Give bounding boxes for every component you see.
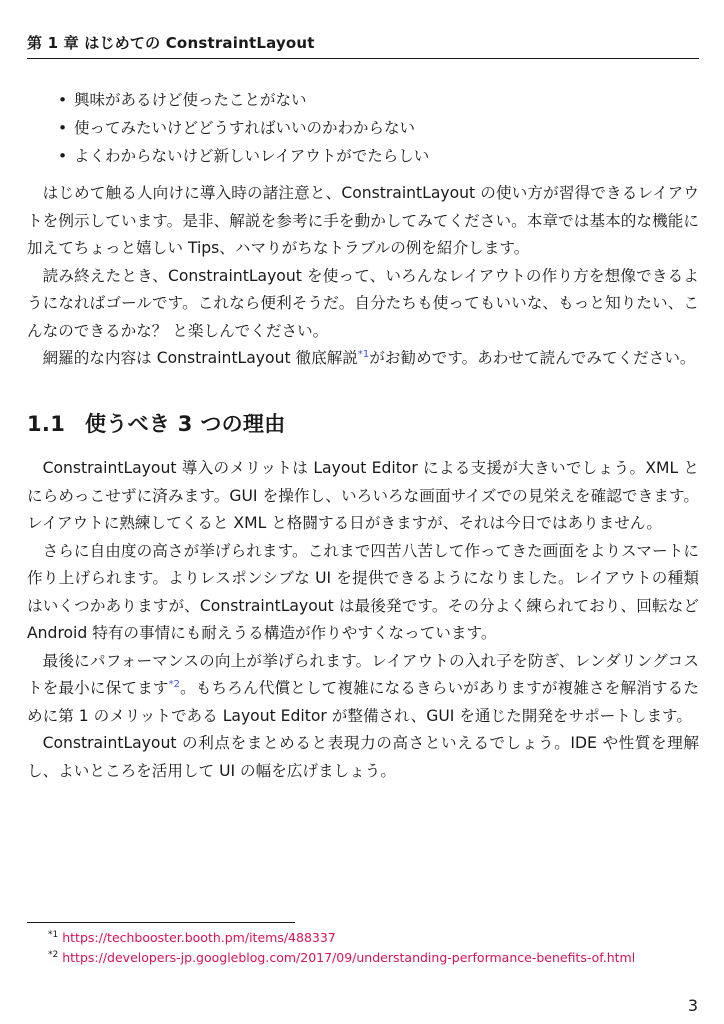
paragraph-text: 網羅的な内容は ConstraintLayout 徹底解説 bbox=[42, 349, 358, 367]
section-number: 1.1 bbox=[27, 412, 66, 436]
section-paragraph-1: ConstraintLayout 導入のメリットは Layout Editor による支援が大きいでしょう。XML とにらめっこせずに済みます。GUI を操作し、いろいろな画面サイズでの見栄えを確認できます。レイアウトに熟練してくると XML と格闘する日がきますが、それは今日ではありません。 bbox=[27, 459, 699, 532]
page-number: 3 bbox=[687, 996, 698, 1015]
bullet-icon: • bbox=[58, 91, 68, 109]
list-item-text: 使ってみたいけどどうすればいいのかわからない bbox=[74, 119, 416, 137]
paragraph-text: 最後にパフォーマンスの向上が挙げられます。レイアウトの入れ子を防ぎ、レンダリングコストを最小に保てます bbox=[27, 651, 699, 697]
intro-paragraph-2: 読み終えたとき、ConstraintLayout を使って、いろんなレイアウトの作り方を想像できるようになればゴールです。これなら便利そうだ。自分たちも使ってもいいな、もっと知りたい、こんなのできるかな？ と楽しんでください。 bbox=[27, 266, 699, 340]
footnote-ref-2[interactable]: *2 bbox=[168, 678, 180, 690]
footnote-item bbox=[48, 928, 635, 948]
section-title: 使うべき 3 つの理由 bbox=[85, 412, 286, 436]
intro-paragraph-3 bbox=[27, 345, 699, 373]
section-paragraph-3 bbox=[27, 648, 699, 731]
paragraph-text: 。もちろん代償として複雑になるきらいがありますが複雑さを解消するために第 1 のメリットである Layout Editor が整備され、GUI を通じた開発をサポートします。 bbox=[27, 679, 699, 725]
footnote-divider bbox=[27, 922, 295, 923]
footnote-ref-1[interactable]: *1 bbox=[357, 348, 370, 360]
paragraph-text: がお勧めです。あわせて読んでみてください。 bbox=[369, 349, 696, 367]
running-head: 第 1 章 はじめての ConstraintLayout bbox=[27, 32, 699, 59]
bullet-icon: • bbox=[58, 147, 68, 165]
list-item-text: 興味があるけど使ったことがない bbox=[74, 91, 307, 109]
footnotes bbox=[48, 928, 635, 968]
intro-paragraph-1: はじめて触る人向けに導入時の諸注意と、ConstraintLayout の使い方が習得できるレイアウトを例示しています。是非、解説を参考に手を動かしてみてください。本章では基本的な機能に加えてちょっと嬉しい Tips、ハマりがちなトラブルの例を紹介します。 bbox=[27, 184, 699, 257]
section-paragraph-4: ConstraintLayout の利点をまとめると表現力の高さといえるでしょう。IDE や性質を理解し、よいところを活用して UI の幅を広げましょう。 bbox=[27, 734, 699, 780]
bullet-list bbox=[56, 86, 429, 170]
section-heading bbox=[27, 408, 286, 438]
section-paragraph-2: さらに自由度の高さが挙げられます。これまで四苦八苦して作ってきた画面をよりスマートに作り上げられます。よりレスポンシブな UI を提供できるようになりました。レイアウトの種類はいくつかありますが、ConstraintLayout は最後発です。その分よく練られており、回転など Android 特有の事情にも耐えうる構造が作りやすくなっています。 bbox=[27, 541, 699, 642]
list-item bbox=[56, 142, 429, 170]
section-text bbox=[27, 455, 699, 785]
list-item bbox=[56, 86, 429, 114]
list-item-text: よくわからないけど新しいレイアウトがでたらしい bbox=[74, 147, 430, 165]
footnote-link[interactable]: https://techbooster.booth.pm/items/488337 bbox=[62, 930, 336, 945]
footnote-mark: *2 bbox=[48, 949, 59, 960]
footnote-link[interactable]: https://developers-jp.googleblog.com/2017/09/understanding-performance-benefits-of.html bbox=[62, 950, 636, 965]
list-item bbox=[56, 114, 429, 142]
bullet-icon: • bbox=[58, 119, 68, 137]
intro-text bbox=[27, 180, 699, 373]
footnote-mark: *1 bbox=[48, 929, 59, 940]
footnote-item bbox=[48, 948, 635, 968]
